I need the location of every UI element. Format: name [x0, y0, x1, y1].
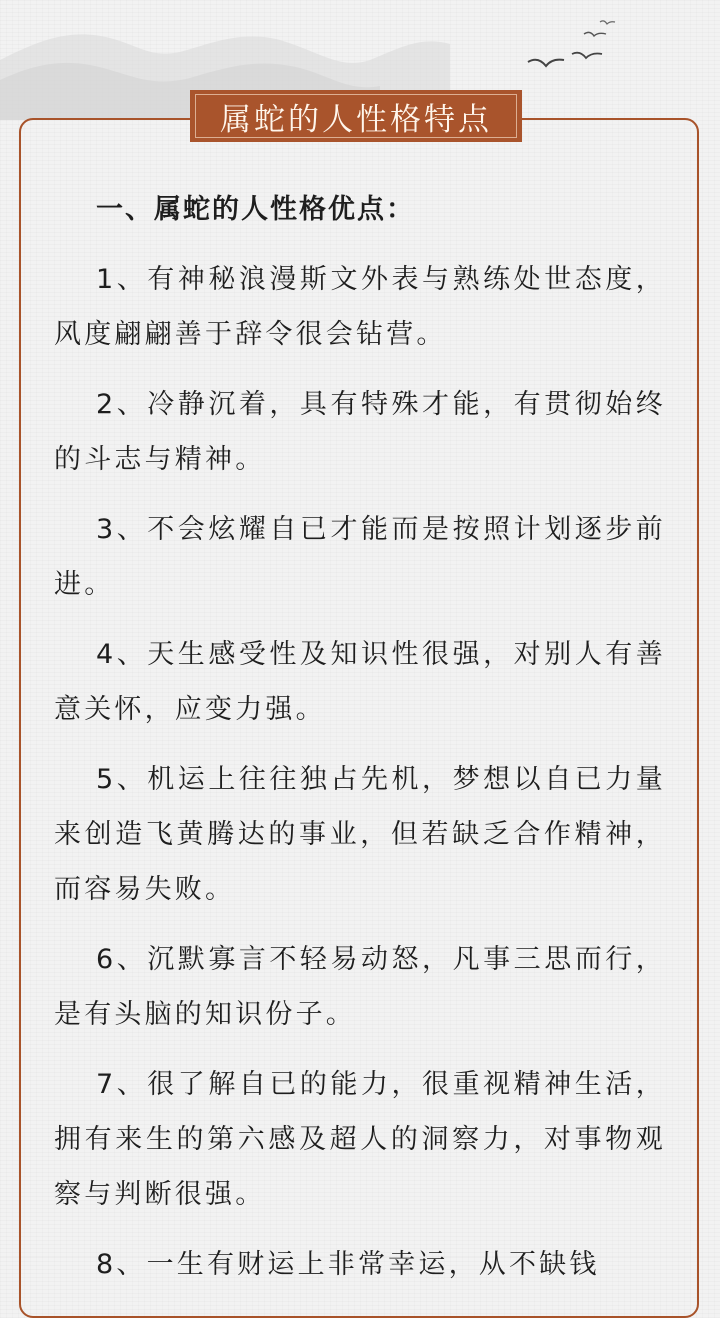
list-item: 6、沉默寡言不轻易动怒，凡事三思而行，是有头脑的知识份子。: [54, 944, 666, 1030]
list-item: 2、冷静沉着，具有特殊才能，有贯彻始终的斗志与精神。: [54, 389, 666, 475]
title-banner: [190, 90, 522, 142]
flying-birds-icon: [520, 14, 630, 84]
list-item: 5、机运上往往独占先机，梦想以自已力量来创造飞黄腾达的事业，但若缺乏合作精神，而容易失败。: [54, 764, 666, 905]
list-item: 1、有神秘浪漫斯文外表与熟练处世态度，风度翩翩善于辞令很会钻营。: [54, 264, 666, 350]
list-item: 7、很了解自已的能力，很重视精神生活，拥有来生的第六感及超人的洞察力，对事物观察与判断很强。: [54, 1069, 666, 1210]
section-heading: 一、属蛇的人性格优点：: [96, 194, 415, 225]
list-item: 4、天生感受性及知识性很强，对别人有善意关怀，应变力强。: [54, 639, 666, 725]
list-item: 3、不会炫耀自已才能而是按照计划逐步前进。: [54, 514, 666, 600]
page-title: 属蛇的人性格特点: [220, 101, 492, 138]
list-item: 8、一生有财运上非常幸运，从不缺钱: [96, 1249, 600, 1280]
article-body: [54, 182, 666, 1292]
